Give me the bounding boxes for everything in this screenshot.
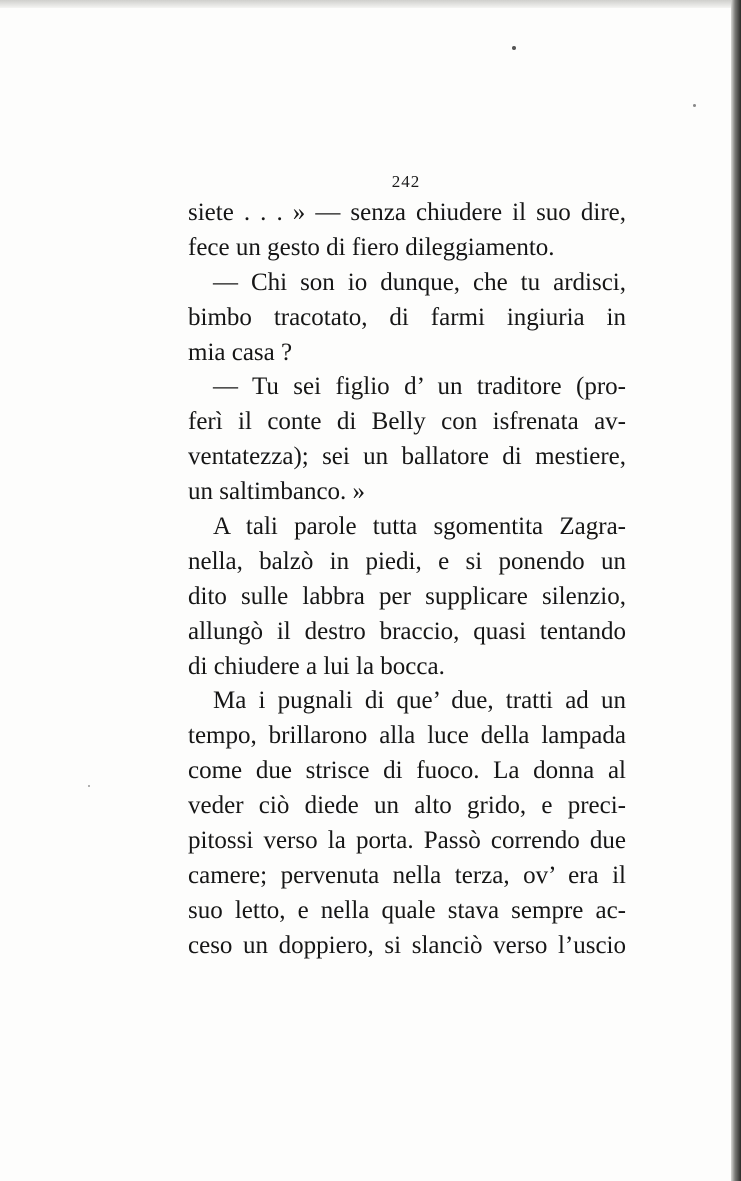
text-line: ferì il conte di Belly con isfrenata av- — [188, 408, 626, 436]
page-top-edge — [0, 0, 741, 8]
text-line: siete . . . » — senza chiudere il suo dire, — [188, 199, 626, 226]
text-line: fece un gesto di fiero dileggiamento. — [188, 233, 555, 261]
text-line: un saltimbanco. » — [188, 478, 366, 506]
text-line: dito sulle labbra per supplicare silenzio, — [188, 582, 626, 610]
text-line: Ma i pugnali di que’ due, tratti ad un — [213, 687, 626, 715]
text-line: ceso un doppiero, si slanciò verso l’uscio — [188, 931, 626, 959]
page-binding-edge — [731, 0, 741, 1181]
text-line: suo letto, e nella quale stava sempre ac- — [188, 896, 626, 924]
text-line: mia casa ? — [188, 338, 293, 366]
text-line: camere; pervenuta nella terza, ov’ era il — [188, 861, 626, 889]
text-line: bimbo tracotato, di farmi ingiuria in — [188, 303, 626, 331]
paper-speck — [88, 785, 90, 787]
paper-speck — [512, 46, 516, 50]
text-line: A tali parole tutta sgomentita Zagra- — [213, 513, 626, 541]
body-text — [188, 196, 626, 964]
text-line: di chiudere a lui la bocca. — [188, 652, 445, 680]
text-line: — Tu sei figlio d’ un traditore (pro- — [213, 373, 626, 401]
page-number: 242 — [391, 172, 421, 191]
text-line: — Chi son io dunque, che tu ardisci, — [213, 268, 626, 296]
text-line: veder ciò diede un alto grido, e preci- — [188, 792, 626, 820]
text-line: come due strisce di fuoco. La donna al — [188, 757, 626, 785]
text-line: pitossi verso la porta. Passò correndo due — [188, 827, 626, 855]
paper-speck — [693, 104, 696, 107]
text-line: tempo, brillarono alla luce della lampada — [188, 722, 626, 750]
text-line: allungò il destro braccio, quasi tentando — [188, 617, 626, 645]
text-line: ventatezza); sei un ballatore di mestiere, — [188, 443, 626, 471]
text-line: nella, balzò in piedi, e si ponendo un — [188, 547, 626, 575]
